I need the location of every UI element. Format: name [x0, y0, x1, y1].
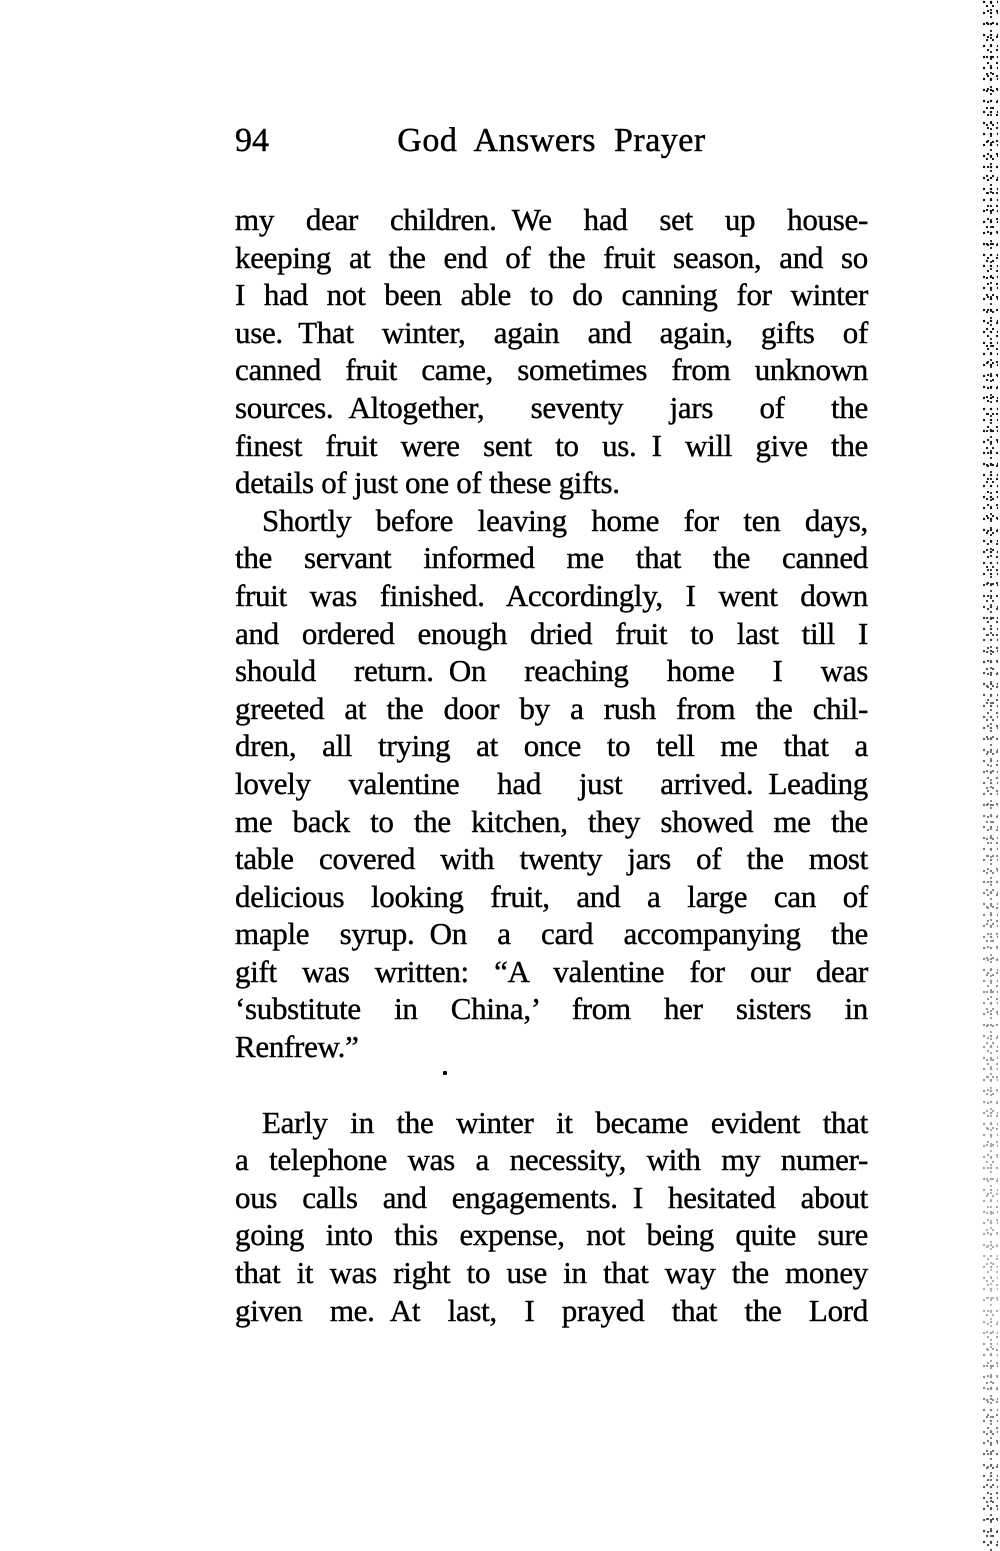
- running-title: God Answers Prayer: [397, 122, 706, 159]
- text-line: Renfrew.”: [235, 1029, 359, 1065]
- scan-edge-noise: [983, 0, 998, 1551]
- text-line: going into this expense, not being quite sure: [235, 1217, 868, 1253]
- text-line: delicious looking fruit, and a large can of: [235, 878, 868, 914]
- text-line: table covered with twenty jars of the most: [235, 841, 868, 877]
- text-line: should return. On reaching home I was: [235, 653, 868, 689]
- text-line: that it was right to use in that way the money: [235, 1255, 868, 1291]
- body-text: [235, 201, 868, 1329]
- page-number: 94: [235, 122, 269, 159]
- text-line: maple syrup. On a card accompanying the: [235, 916, 868, 952]
- text-line: details of just one of these gifts.: [235, 465, 620, 501]
- text-line: canned fruit came, sometimes from unknown: [235, 352, 868, 388]
- text-line: Shortly before leaving home for ten days,: [262, 502, 868, 538]
- text-line: fruit was finished. Accordingly, I went down: [235, 577, 868, 613]
- text-line: sources. Altogether, seventy jars of the: [235, 389, 868, 425]
- text-line: a telephone was a necessity, with my numer-: [235, 1142, 868, 1178]
- text-line: me back to the kitchen, they showed me the: [235, 803, 868, 839]
- text-line: and ordered enough dried fruit to last till I: [235, 615, 868, 651]
- text-line: lovely valentine had just arrived. Leading: [235, 765, 868, 801]
- text-line: I had not been able to do canning for winter: [235, 277, 868, 313]
- paragraph-3: [235, 1104, 868, 1330]
- text-line: greeted at the door by a rush from the chil-: [235, 690, 868, 726]
- text-line: ‘substitute in China,’ from her sisters in: [235, 991, 868, 1027]
- text-line: ous calls and engagements. I hesitated about: [235, 1179, 868, 1215]
- paragraph-1: [235, 201, 868, 502]
- text-line: my dear children. We had set up house-: [235, 202, 868, 237]
- text-line: the servant informed me that the canned: [235, 540, 868, 576]
- ink-speck: [443, 1071, 447, 1075]
- text-line: keeping at the end of the fruit season, and so: [235, 239, 868, 275]
- text-line: Early in the winter it became evident that: [262, 1104, 868, 1140]
- text-line: use. That winter, again and again, gifts of: [235, 314, 868, 350]
- page-header: [235, 120, 868, 164]
- text-line: given me. At last, I prayed that the Lord: [235, 1292, 868, 1328]
- paragraph-2: [235, 502, 868, 1066]
- text-line: gift was written: “A valentine for our dear: [235, 953, 868, 989]
- text-line: dren, all trying at once to tell me that a: [235, 728, 868, 764]
- text-line: finest fruit were sent to us. I will give the: [235, 427, 868, 463]
